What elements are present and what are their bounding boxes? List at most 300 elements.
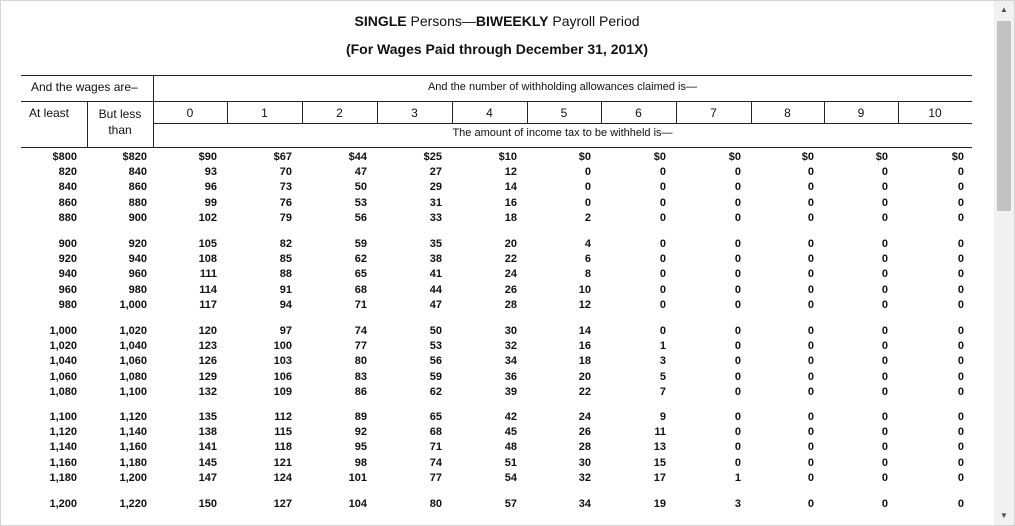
withholding-amount: 35: [429, 238, 442, 250]
withholding-amount: 0: [957, 355, 964, 368]
withholding-amount: 51: [504, 456, 517, 469]
allowance-column-header: 8: [784, 106, 791, 120]
wage-at-least: 1,060: [49, 370, 77, 383]
withholding-amount: 15: [653, 456, 666, 469]
withholding-amount: 50: [354, 181, 367, 194]
header-amount-rule: [153, 123, 972, 124]
wage-but-less-than: 860: [128, 181, 147, 194]
withholding-amount: 104: [348, 498, 367, 510]
withholding-amount: 16: [578, 340, 591, 353]
withholding-amount: 0: [957, 268, 964, 281]
withholding-amount: 18: [578, 355, 591, 368]
wage-but-less-than: 960: [128, 268, 147, 281]
withholding-amount: 0: [881, 411, 888, 423]
withholding-amount: 9: [659, 411, 666, 423]
withholding-amount: 0: [584, 181, 591, 194]
withholding-amount: 0: [807, 268, 814, 281]
withholding-amount: 38: [429, 253, 442, 266]
withholding-amount: 29: [429, 181, 442, 194]
table-subtitle: (For Wages Paid through December 31, 201X): [345, 41, 649, 57]
withholding-amount: 88: [279, 268, 292, 281]
withholding-amount: 30: [578, 456, 591, 469]
withholding-amount: 124: [273, 471, 292, 484]
withholding-amount: 56: [354, 211, 367, 224]
withholding-amount: 0: [881, 238, 888, 250]
withholding-amount: 48: [504, 441, 517, 454]
withholding-amount: 0: [734, 211, 741, 224]
allowance-column-header: 6: [635, 106, 642, 120]
withholding-amount: 30: [504, 325, 517, 337]
withholding-amount: 0: [881, 385, 888, 398]
wage-at-least: 840: [58, 181, 77, 194]
withholding-amount: 7: [659, 385, 666, 398]
withholding-amount: 115: [274, 426, 292, 439]
withholding-amount: 0: [807, 166, 814, 179]
title-payroll-period: Payroll Period: [548, 13, 640, 29]
withholding-amount: 0: [881, 325, 888, 337]
wage-but-less-than: 1,000: [119, 298, 147, 311]
wage-but-less-than: 1,180: [119, 456, 147, 469]
withholding-amount: 11: [654, 426, 666, 439]
withholding-amount: 0: [807, 471, 814, 484]
withholding-amount: 0: [881, 456, 888, 469]
withholding-amount: 3: [659, 355, 666, 368]
withholding-amount: 24: [504, 268, 517, 281]
withholding-amount: 47: [429, 298, 442, 311]
withholding-amount: 0: [807, 253, 814, 266]
withholding-amount: 0: [734, 456, 741, 469]
withholding-amount: 13: [653, 441, 666, 454]
wage-but-less-than: 1,160: [119, 441, 147, 454]
withholding-amount: 105: [198, 238, 217, 250]
withholding-amount: 8: [584, 268, 591, 281]
scroll-up-icon[interactable]: ▲: [1000, 5, 1008, 14]
withholding-amount: 0: [881, 283, 888, 296]
wage-at-least: 860: [58, 196, 77, 209]
withholding-amount: 41: [429, 268, 442, 281]
withholding-amount: 0: [807, 238, 814, 250]
withholding-amount: 0: [734, 355, 741, 368]
withholding-amount: 0: [584, 166, 591, 179]
withholding-amount: 36: [504, 370, 517, 383]
withholding-amount: 5: [659, 370, 666, 383]
withholding-amount: 4: [584, 238, 591, 250]
withholding-amount: 127: [273, 498, 292, 510]
withholding-amount: 0: [957, 498, 964, 510]
withholding-amount: 95: [354, 441, 367, 454]
withholding-amount: 103: [273, 355, 292, 368]
withholding-amount: 0: [659, 253, 666, 266]
withholding-amount: 89: [354, 411, 367, 423]
withholding-amount: 54: [504, 471, 517, 484]
withholding-amount: $10: [498, 151, 517, 163]
withholding-amount: 39: [504, 385, 517, 398]
withholding-amount: 106: [273, 370, 292, 383]
withholding-amount: 0: [881, 340, 888, 353]
wage-at-least: 1,120: [49, 426, 77, 439]
withholding-amount: 56: [429, 355, 442, 368]
wage-but-less-than: 840: [128, 166, 147, 179]
withholding-amount: 0: [659, 211, 666, 224]
withholding-amount: 27: [429, 166, 442, 179]
withholding-amount: 26: [504, 283, 517, 296]
withholding-amount: 22: [578, 385, 591, 398]
withholding-amount: 0: [734, 340, 741, 353]
withholding-amount: 0: [957, 325, 964, 337]
withholding-amount: 0: [881, 166, 888, 179]
withholding-amount: 94: [279, 298, 292, 311]
withholding-amount: 0: [957, 196, 964, 209]
allowance-column-header: 10: [928, 106, 942, 120]
withholding-amount: 53: [429, 340, 442, 353]
withholding-amount: 86: [354, 385, 367, 398]
withholding-amount: 74: [429, 456, 442, 469]
withholding-amount: 0: [881, 355, 888, 368]
withholding-amount: 120: [198, 325, 217, 337]
wage-at-least: 960: [58, 283, 77, 296]
withholding-amount: 102: [198, 211, 217, 224]
withholding-amount: 1: [734, 471, 741, 484]
withholding-amount: 0: [807, 355, 814, 368]
withholding-amount: 0: [881, 441, 888, 454]
withholding-amount: 0: [734, 166, 741, 179]
withholding-amount: 34: [578, 498, 591, 510]
withholding-amount: 135: [198, 411, 217, 423]
withholding-amount: 83: [354, 370, 367, 383]
withholding-amount: 100: [273, 340, 292, 353]
withholding-amount: 22: [504, 253, 517, 266]
withholding-amount: 0: [881, 298, 888, 311]
withholding-amount: 68: [429, 426, 442, 439]
withholding-amount: 0: [734, 385, 741, 398]
withholding-amount: $0: [653, 151, 666, 163]
wage-but-less-than: $820: [122, 151, 147, 163]
withholding-amount: 0: [957, 166, 964, 179]
wage-at-least: 940: [58, 268, 77, 281]
withholding-amount: $67: [273, 151, 292, 163]
withholding-amount: 96: [204, 181, 217, 194]
withholding-amount: 31: [429, 196, 442, 209]
withholding-amount: 12: [504, 166, 517, 179]
wage-but-less-than: 1,220: [119, 498, 147, 510]
withholding-amount: 0: [734, 238, 741, 250]
withholding-amount: 0: [734, 370, 741, 383]
withholding-amount: 0: [659, 166, 666, 179]
allowance-column-header: 7: [710, 106, 717, 120]
withholding-amount: 0: [807, 411, 814, 423]
withholding-amount: 32: [578, 471, 591, 484]
withholding-amount: 141: [198, 441, 217, 454]
withholding-amount: 0: [734, 441, 741, 454]
withholding-amount: $0: [951, 151, 964, 163]
withholding-amount: 0: [659, 283, 666, 296]
withholding-amount: 0: [734, 268, 741, 281]
withholding-amount: 0: [881, 196, 888, 209]
withholding-amount: $0: [801, 151, 814, 163]
withholding-amount: 57: [504, 498, 517, 510]
withholding-amount: 70: [279, 166, 292, 179]
wage-at-least: 880: [58, 211, 77, 224]
allowances-label: And the number of withholding allowances claimed is—: [427, 81, 698, 93]
withholding-amount: 77: [354, 340, 367, 353]
withholding-amount: 62: [354, 253, 367, 266]
withholding-amount: 47: [354, 166, 367, 179]
wage-but-less-than: 940: [128, 253, 147, 266]
wage-but-less-than: 1,040: [119, 340, 147, 353]
withholding-amount: 28: [578, 441, 591, 454]
withholding-amount: 0: [957, 370, 964, 383]
scroll-down-icon[interactable]: ▼: [1000, 511, 1008, 520]
withholding-amount: 20: [578, 370, 591, 383]
wage-at-least: 900: [58, 238, 77, 250]
withholding-amount: 0: [957, 426, 964, 439]
withholding-amount: 2: [584, 211, 591, 224]
allowance-column-header: 9: [857, 106, 865, 120]
withholding-amount: 0: [807, 456, 814, 469]
withholding-amount: 0: [881, 253, 888, 266]
withholding-amount: 97: [279, 325, 292, 337]
wage-at-least: 1,100: [49, 411, 77, 423]
withholding-amount: 0: [807, 340, 814, 353]
withholding-amount: 59: [354, 238, 367, 250]
withholding-amount: 0: [807, 181, 814, 194]
but-less-than-header: But less than: [98, 107, 142, 137]
withholding-amount: 0: [957, 283, 964, 296]
withholding-amount: 65: [354, 268, 367, 281]
withholding-amount: 19: [653, 498, 666, 510]
wage-but-less-than: 1,120: [119, 411, 147, 423]
withholding-amount: 76: [279, 196, 292, 209]
withholding-amount: 59: [429, 370, 442, 383]
withholding-amount: 0: [881, 268, 888, 281]
withholding-amount: 0: [734, 283, 741, 296]
withholding-amount: 62: [429, 385, 442, 398]
amount-label: The amount of income tax to be withheld is—: [452, 127, 673, 139]
wage-but-less-than: 880: [128, 196, 147, 209]
withholding-amount: 0: [659, 196, 666, 209]
withholding-amount: 0: [807, 385, 814, 398]
withholding-amount: 85: [279, 253, 292, 266]
wage-at-least: 1,160: [49, 456, 77, 469]
withholding-amount: 132: [198, 385, 217, 398]
withholding-amount: 80: [354, 355, 367, 368]
withholding-amount: 34: [504, 355, 517, 368]
withholding-amount: 0: [957, 253, 964, 266]
withholding-amount: 17: [653, 471, 666, 484]
withholding-amount: 0: [659, 325, 666, 337]
withholding-amount: 93: [204, 166, 217, 179]
withholding-amount: 0: [807, 298, 814, 311]
wage-at-least: $800: [52, 151, 77, 163]
title-persons: Persons—: [406, 13, 476, 29]
withholding-amount: 0: [659, 181, 666, 194]
withholding-amount: 145: [198, 456, 217, 469]
withholding-amount: $0: [875, 151, 888, 163]
wage-but-less-than: 1,020: [119, 325, 147, 337]
withholding-amount: 0: [957, 441, 964, 454]
withholding-amount: 53: [354, 196, 367, 209]
withholding-amount: 111: [199, 268, 217, 281]
withholding-amount: 32: [504, 340, 517, 353]
withholding-amount: 0: [957, 471, 964, 484]
withholding-amount: 10: [578, 283, 591, 296]
wage-but-less-than: 980: [128, 283, 147, 296]
withholding-amount: 12: [578, 298, 591, 311]
withholding-amount: 3: [734, 498, 741, 510]
withholding-amount: 0: [881, 370, 888, 383]
withholding-amount: 0: [734, 325, 741, 337]
withholding-amount: 28: [504, 298, 517, 311]
withholding-amount: 14: [578, 325, 591, 337]
withholding-amount: 0: [807, 196, 814, 209]
withholding-amount: 20: [504, 238, 517, 250]
withholding-amount: 92: [354, 426, 367, 439]
withholding-amount: 150: [198, 498, 217, 510]
withholding-amount: 0: [957, 181, 964, 194]
withholding-amount: 0: [807, 498, 814, 510]
wage-at-least: 1,080: [49, 385, 77, 398]
withholding-amount: 147: [198, 471, 217, 484]
withholding-amount: 33: [429, 211, 442, 224]
withholding-amount: 114: [199, 283, 217, 296]
withholding-amount: 101: [348, 471, 367, 484]
withholding-amount: 129: [198, 370, 217, 383]
wage-at-least: 1,200: [49, 498, 77, 510]
allowance-column-header: 1: [261, 106, 268, 120]
withholding-amount: 123: [198, 340, 217, 353]
withholding-amount: $25: [423, 151, 442, 163]
withholding-amount: 0: [957, 238, 964, 250]
withholding-amount: 0: [881, 498, 888, 510]
withholding-amount: 0: [659, 298, 666, 311]
wage-but-less-than: 920: [128, 238, 147, 250]
withholding-amount: 99: [204, 196, 217, 209]
at-least-header: At least: [29, 106, 70, 120]
withholding-amount: 68: [354, 283, 367, 296]
withholding-amount: 16: [504, 196, 517, 209]
withholding-amount: 24: [578, 411, 591, 423]
withholding-amount: 0: [881, 181, 888, 194]
wage-at-least: 820: [58, 166, 77, 179]
withholding-amount: 82: [279, 238, 292, 250]
withholding-amount: $0: [728, 151, 741, 163]
withholding-amount: 109: [273, 385, 292, 398]
wage-at-least: 980: [58, 298, 77, 311]
withholding-amount: 73: [279, 181, 292, 194]
header-top-rule: [21, 75, 972, 76]
withholding-amount: 98: [354, 456, 367, 469]
wage-but-less-than: 1,060: [119, 355, 147, 368]
withholding-amount: 0: [957, 298, 964, 311]
withholding-amount: 0: [881, 471, 888, 484]
withholding-amount: 121: [273, 456, 292, 469]
wage-at-least: 1,140: [49, 441, 77, 454]
withholding-amount: 0: [881, 426, 888, 439]
withholding-amount: $44: [348, 151, 367, 163]
allowance-column-header: 0: [186, 106, 194, 120]
withholding-amount: 0: [807, 283, 814, 296]
header-bottom-rule: [21, 147, 972, 148]
allowance-column-header: 5: [560, 106, 568, 120]
withholding-amount: 0: [807, 370, 814, 383]
wage-but-less-than: 1,200: [119, 471, 147, 484]
allowance-column-header: 2: [336, 106, 343, 120]
withholding-amount: 71: [354, 298, 367, 311]
withholding-amount: 80: [429, 498, 442, 510]
withholding-amount: $90: [198, 151, 217, 163]
withholding-amount: 42: [504, 411, 517, 423]
title-single: SINGLE: [354, 13, 407, 29]
withholding-amount: 0: [881, 211, 888, 224]
withholding-amount: 50: [429, 325, 442, 337]
withholding-amount: 45: [504, 426, 517, 439]
header-mid-rule: [21, 101, 972, 102]
wage-but-less-than: 1,100: [119, 385, 147, 398]
withholding-amount: 126: [198, 355, 217, 368]
wage-at-least: 1,040: [49, 355, 77, 368]
vertical-scrollbar[interactable]: [994, 1, 1014, 525]
withholding-amount: 0: [957, 211, 964, 224]
wage-but-less-than: 1,080: [119, 370, 147, 383]
withholding-amount: 0: [734, 196, 741, 209]
wage-at-least: 1,180: [49, 471, 77, 484]
withholding-amount: 0: [957, 456, 964, 469]
withholding-amount: 79: [279, 211, 292, 224]
withholding-amount: 108: [198, 253, 217, 266]
withholding-amount: 112: [274, 411, 292, 423]
withholding-amount: $0: [578, 151, 591, 163]
withholding-amount: 0: [807, 325, 814, 337]
withholding-amount: 0: [734, 253, 741, 266]
withholding-amount: 0: [807, 441, 814, 454]
withholding-amount: 118: [274, 441, 292, 454]
withholding-amount: 0: [584, 196, 591, 209]
scrollbar-thumb[interactable]: [997, 21, 1011, 211]
withholding-amount: 26: [578, 426, 591, 439]
wage-but-less-than: 1,140: [119, 426, 147, 439]
wages-are-label: And the wages are–: [31, 80, 138, 94]
divider-at-least: [87, 101, 88, 147]
withholding-amount: 1: [659, 340, 666, 353]
allowance-column-header: 3: [411, 106, 418, 120]
wage-but-less-than: 900: [128, 211, 147, 224]
document-page: [1, 1, 993, 525]
withholding-amount: 0: [807, 426, 814, 439]
withholding-amount: 0: [734, 298, 741, 311]
withholding-amount: 0: [957, 340, 964, 353]
table-title: [1, 13, 993, 29]
withholding-amount: 0: [957, 385, 964, 398]
withholding-amount: 0: [734, 181, 741, 194]
withholding-amount: 71: [429, 441, 442, 454]
withholding-amount: 18: [504, 211, 517, 224]
wage-at-least: 920: [58, 253, 77, 266]
withholding-amount: 0: [659, 238, 666, 250]
title-biweekly: BIWEEKLY: [475, 13, 549, 29]
withholding-amount: 44: [429, 283, 442, 296]
wage-at-least: 1,020: [49, 340, 77, 353]
withholding-amount: 65: [429, 411, 442, 423]
withholding-amount: 74: [354, 325, 367, 337]
withholding-amount: 91: [279, 283, 292, 296]
withholding-amount: 77: [429, 471, 442, 484]
allowance-column-header: 4: [486, 106, 493, 120]
withholding-amount: 0: [957, 411, 964, 423]
withholding-amount: 6: [584, 253, 591, 266]
withholding-amount: 117: [199, 298, 217, 311]
withholding-amount: 138: [198, 426, 217, 439]
withholding-amount: 0: [734, 411, 741, 423]
